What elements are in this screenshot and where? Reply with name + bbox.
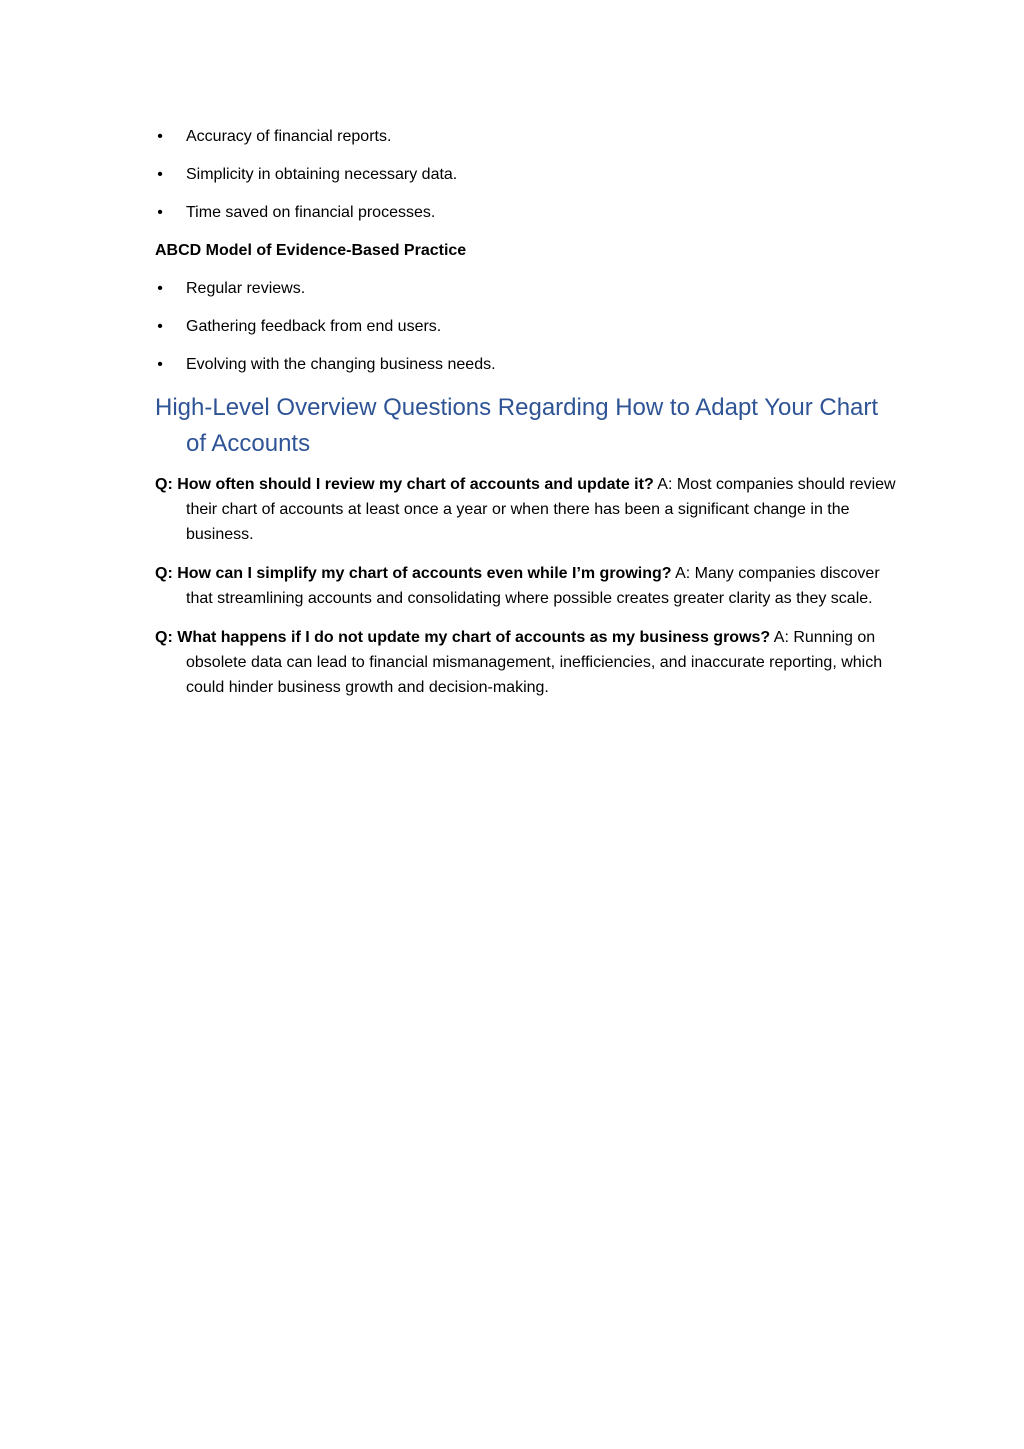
list-item-text: Time saved on financial processes. <box>186 204 436 221</box>
list-item-text: Simplicity in obtaining necessary data. <box>186 166 458 183</box>
faq-question: Q: What happens if I do not update my chart of accounts as my business grows? <box>155 629 771 646</box>
benefits-list <box>155 124 900 225</box>
bullet-icon: • <box>157 204 163 221</box>
list-item-text: Accuracy of financial reports. <box>186 128 392 145</box>
list-item <box>155 314 900 339</box>
bullet-icon: • <box>157 280 163 297</box>
bullet-icon: • <box>157 356 163 373</box>
section-heading: High-Level Overview Questions Regarding How to Adapt Your Chart of Accounts <box>155 394 879 457</box>
faq-answer: A: Most companies should review their chart of accounts at least once a year or when there has been a significant change in the business. <box>186 476 896 543</box>
faq-question: Q: How can I simplify my chart of accounts even while I’m growing? <box>155 565 672 582</box>
faq-item <box>155 472 900 547</box>
faq-question: Q: How often should I review my chart of accounts and update it? <box>155 476 654 493</box>
list-item <box>155 162 900 187</box>
list-item <box>155 124 900 149</box>
list-item-text: Gathering feedback from end users. <box>186 318 442 335</box>
subheading: ABCD Model of Evidence-Based Practice <box>155 242 467 259</box>
faq-item <box>155 561 900 611</box>
document-page <box>155 124 900 714</box>
list-item <box>155 352 900 377</box>
list-item <box>155 276 900 301</box>
list-item <box>155 200 900 225</box>
bullet-icon: • <box>157 166 163 183</box>
list-item-text: Evolving with the changing business needs. <box>186 356 496 373</box>
faq-answer: A: Running on obsolete data can lead to financial mismanagement, inefficiencies, and inaccurate reporting, which could hinder business growth and decision-making. <box>186 629 883 696</box>
bullet-icon: • <box>157 318 163 335</box>
faq-item <box>155 625 900 700</box>
faq-answer: A: Many companies discover that streamlining accounts and consolidating where possible creates greater clarity as they scale. <box>186 565 880 607</box>
list-item-text: Regular reviews. <box>186 280 306 297</box>
bullet-icon: • <box>157 128 163 145</box>
practice-list <box>155 276 900 377</box>
